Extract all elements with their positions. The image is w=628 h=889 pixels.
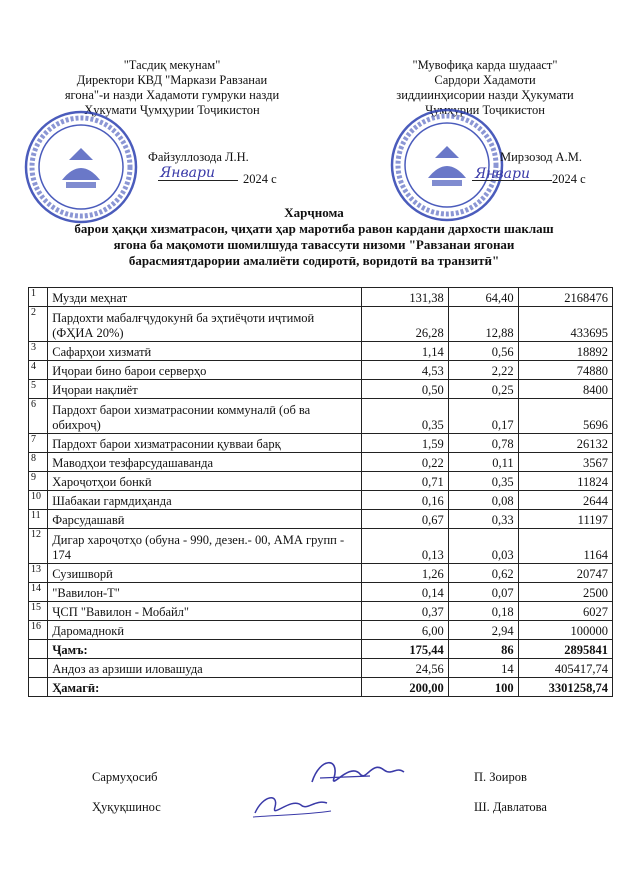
cell-name: Музди меҳнат	[48, 288, 361, 307]
document-title-line3: барасмиятдарории амалиёти содиротӣ, воридотӣ ва транзитӣ"	[128, 253, 500, 268]
handwritten-signature-lawyer	[245, 785, 335, 825]
table-row	[29, 307, 613, 342]
signature-role-accountant: Сармуҳосиб	[92, 770, 158, 784]
approval-left-year: 2024 с	[243, 172, 277, 186]
cell-v3: 6027	[518, 602, 612, 621]
cell-num: 9	[29, 472, 48, 491]
cell-v1: 0,22	[361, 453, 448, 472]
total-row	[29, 640, 613, 659]
cell-v2: 86	[448, 640, 518, 659]
cell-num: 15	[29, 602, 48, 621]
approval-left-date-handwritten: Январи	[160, 165, 216, 181]
approval-right-line1: "Мувофиқа карда шудааст"	[412, 58, 558, 72]
cell-v3: 11824	[518, 472, 612, 491]
cell-v1: 0,14	[361, 583, 448, 602]
approval-left-signer: Файзуллозода Л.Н.	[148, 150, 249, 164]
document-title-line1: барои ҳаққи хизматрасон, ҷиҳати ҳар маротиба равон кардани дархости шаклаш	[74, 221, 554, 236]
cell-v1: 4,53	[361, 361, 448, 380]
cell-v2: 0,35	[448, 472, 518, 491]
table-row	[29, 583, 613, 602]
table-row	[29, 621, 613, 640]
cell-v2: 0,18	[448, 602, 518, 621]
table-row	[29, 602, 613, 621]
document-title-line2: ягона ба мақомоти шомилшуда тавассути низоми "Равзанаи ягонаи	[113, 237, 515, 252]
signature-name-accountant: П. Зоиров	[474, 770, 527, 784]
cell-name: Пардохт барои хизматрасонии қувваи барқ	[48, 434, 361, 453]
cell-num: 11	[29, 510, 48, 529]
cell-v1: 0,16	[361, 491, 448, 510]
cell-name: Даромаднокӣ	[48, 621, 361, 640]
cell-v3: 26132	[518, 434, 612, 453]
cell-num	[29, 640, 48, 659]
cell-v3: 20747	[518, 564, 612, 583]
cell-v1: 0,35	[361, 399, 448, 434]
cell-num: 12	[29, 529, 48, 564]
approval-right-year: 2024 с	[552, 172, 586, 186]
table-row	[29, 472, 613, 491]
table-row	[29, 434, 613, 453]
table-row	[29, 361, 613, 380]
cell-v2: 14	[448, 659, 518, 678]
cell-v2: 0,07	[448, 583, 518, 602]
cell-v3: 2500	[518, 583, 612, 602]
cell-v3: 433695	[518, 307, 612, 342]
cell-name: ҶСП "Вавилон - Мобайл"	[48, 602, 361, 621]
cell-v3: 18892	[518, 342, 612, 361]
cell-v1: 175,44	[361, 640, 448, 659]
cell-v2: 100	[448, 678, 518, 697]
table-row	[29, 529, 613, 564]
cell-name: Сафарҳои хизматӣ	[48, 342, 361, 361]
cell-v1: 1,26	[361, 564, 448, 583]
table-row	[29, 491, 613, 510]
cell-v1: 200,00	[361, 678, 448, 697]
approval-left-line3: ягона"-и назди Хадамоти гумруки назди	[64, 88, 280, 102]
cell-v1: 26,28	[361, 307, 448, 342]
cell-v3: 3301258,74	[518, 678, 612, 697]
approval-left-line1: "Тасдиқ мекунам"	[123, 58, 221, 72]
cell-name: Пардохт барои хизматрасонии коммуналӣ (об ва обихроҷ)	[48, 399, 361, 434]
approval-right-line2: Сардори Хадамоти	[434, 73, 536, 87]
cell-v3: 5696	[518, 399, 612, 434]
cell-v3: 2644	[518, 491, 612, 510]
cell-name: Пардохти мабалғҷудокунӣ ба эҳтиёҷоти иҷтимоӣ (ФҲИА 20%)	[48, 307, 361, 342]
signature-name-lawyer: Ш. Давлатова	[474, 800, 547, 814]
cell-v2: 0,33	[448, 510, 518, 529]
cell-v1: 0,50	[361, 380, 448, 399]
cell-v3: 2895841	[518, 640, 612, 659]
cell-v3: 1164	[518, 529, 612, 564]
document-title	[0, 205, 628, 269]
cell-v3: 100000	[518, 621, 612, 640]
cell-v3: 11197	[518, 510, 612, 529]
cell-v1: 131,38	[361, 288, 448, 307]
cell-num	[29, 678, 48, 697]
cell-v2: 0,25	[448, 380, 518, 399]
table-row	[29, 288, 613, 307]
cell-v2: 0,17	[448, 399, 518, 434]
cell-num: 3	[29, 342, 48, 361]
table-row	[29, 342, 613, 361]
cell-v2: 0,62	[448, 564, 518, 583]
cell-v1: 24,56	[361, 659, 448, 678]
cell-v2: 12,88	[448, 307, 518, 342]
cell-v3: 2168476	[518, 288, 612, 307]
document-heading: Харҷнома	[284, 205, 344, 220]
cell-name: Шабакаи гармдиҳанда	[48, 491, 361, 510]
cost-table	[28, 287, 613, 697]
cell-num: 10	[29, 491, 48, 510]
cell-v1: 0,37	[361, 602, 448, 621]
cell-num: 6	[29, 399, 48, 434]
cell-name: Фарсудашавӣ	[48, 510, 361, 529]
cell-v1: 0,67	[361, 510, 448, 529]
approval-right-line4: Ҷумҳурии Тоҷикистон	[425, 103, 545, 117]
cell-name: Дигар хароҷотҳо (обуна - 990, дезен.- 00, АМА групп - 174	[48, 529, 361, 564]
cell-name: Сузишворӣ	[48, 564, 361, 583]
total-row	[29, 659, 613, 678]
cell-v3: 74880	[518, 361, 612, 380]
table-row	[29, 380, 613, 399]
cell-num: 13	[29, 564, 48, 583]
cell-name: "Вавилон-Т"	[48, 583, 361, 602]
cell-num: 2	[29, 307, 48, 342]
table-row	[29, 564, 613, 583]
cell-v1: 0,71	[361, 472, 448, 491]
cell-v1: 1,59	[361, 434, 448, 453]
cell-v3: 8400	[518, 380, 612, 399]
cell-name: Андоз аз арзиши иловашуда	[48, 659, 361, 678]
cell-num: 7	[29, 434, 48, 453]
cell-num: 1	[29, 288, 48, 307]
cell-v2: 64,40	[448, 288, 518, 307]
cell-v2: 2,94	[448, 621, 518, 640]
approval-right-line3: зиддиинҳисории назди Ҳукумати	[396, 88, 574, 102]
cell-num: 14	[29, 583, 48, 602]
cell-num: 5	[29, 380, 48, 399]
cell-num: 16	[29, 621, 48, 640]
cell-num: 8	[29, 453, 48, 472]
cell-v3: 405417,74	[518, 659, 612, 678]
cell-v1: 0,13	[361, 529, 448, 564]
cell-v2: 2,22	[448, 361, 518, 380]
cell-v3: 3567	[518, 453, 612, 472]
signature-role-lawyer: Ҳуқуқшинос	[92, 800, 161, 814]
cell-name: Хароҷотҳои бонкӣ	[48, 472, 361, 491]
approval-left-line2: Директори КВД "Маркази Равзанаи	[76, 73, 268, 87]
cell-num	[29, 659, 48, 678]
cell-v1: 6,00	[361, 621, 448, 640]
cell-v2: 0,08	[448, 491, 518, 510]
table-row	[29, 453, 613, 472]
table-row	[29, 399, 613, 434]
cell-name: Иҷораи нақлиёт	[48, 380, 361, 399]
cell-v2: 0,78	[448, 434, 518, 453]
cell-v2: 0,03	[448, 529, 518, 564]
approval-right-date-handwritten: Январи	[475, 166, 531, 182]
cell-name: Иҷораи бино барои серверҳо	[48, 361, 361, 380]
cell-v2: 0,56	[448, 342, 518, 361]
cell-name: Маводҳои тезфарсудашаванда	[48, 453, 361, 472]
total-row	[29, 678, 613, 697]
approval-left-line4: Ҳукумати Ҷумҳурии Тоҷикистон	[84, 103, 260, 117]
cell-name: Ҳамагӣ:	[48, 678, 361, 697]
cell-v2: 0,11	[448, 453, 518, 472]
cell-v1: 1,14	[361, 342, 448, 361]
cell-name: Ҷамъ:	[48, 640, 361, 659]
table-row	[29, 510, 613, 529]
approval-right-signer: Мирзозод А.М.	[500, 150, 582, 164]
cell-num: 4	[29, 361, 48, 380]
